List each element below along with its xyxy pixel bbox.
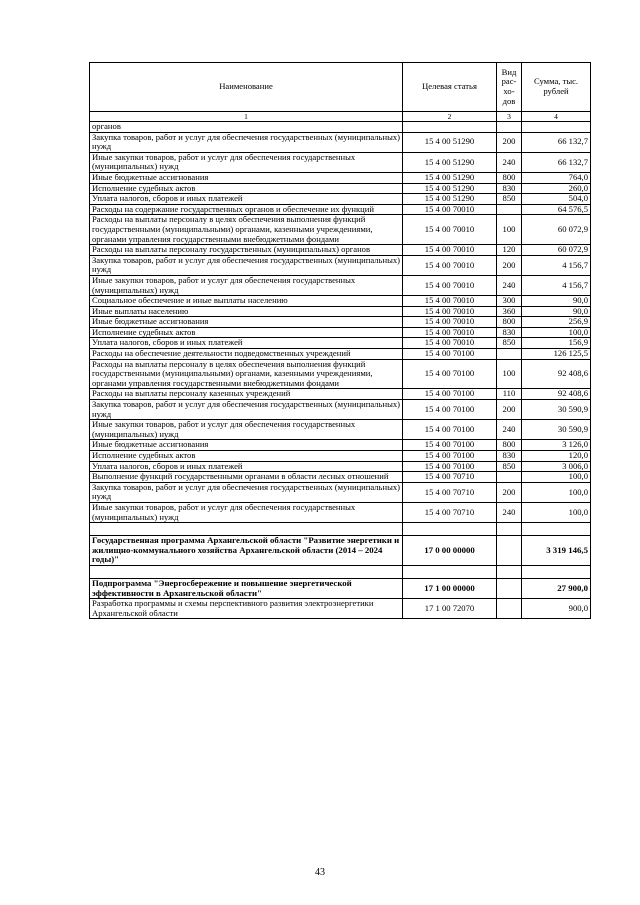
column-number: 4	[522, 112, 591, 122]
row-code: 15 4 00 70100	[403, 451, 497, 462]
row-code: 15 4 00 70100	[403, 349, 497, 360]
table-row	[90, 194, 591, 205]
row-sum: 90,0	[522, 296, 591, 307]
row-name: Закупка товаров, работ и услуг для обеспечения государственных (муниципальных) нужд	[90, 255, 403, 275]
table-row	[90, 215, 591, 245]
row-name: Иные закупки товаров, работ и услуг для обеспечения государственных (муниципальных) нужд	[90, 502, 403, 522]
table-row	[90, 482, 591, 502]
row-kind: 240	[497, 420, 522, 440]
spacer-row	[90, 523, 591, 536]
header-code: Целевая статья	[403, 63, 497, 112]
table-row	[90, 578, 591, 598]
document-page	[89, 62, 590, 619]
table-row	[90, 183, 591, 194]
row-kind: 240	[497, 152, 522, 172]
row-kind: 200	[497, 255, 522, 275]
table-row	[90, 536, 591, 566]
empty-cell	[497, 565, 522, 578]
row-name: Расходы на обеспечение деятельности подведомственных учреждений	[90, 349, 403, 360]
empty-cell	[403, 565, 497, 578]
row-name: Уплата налогов, сборов и иных платежей	[90, 461, 403, 472]
row-sum: 60 072,9	[522, 215, 591, 245]
row-name: Иные закупки товаров, работ и услуг для обеспечения государственных (муниципальных) нужд	[90, 420, 403, 440]
table-row	[90, 389, 591, 400]
empty-cell	[90, 523, 403, 536]
row-code: 15 4 00 70010	[403, 327, 497, 338]
empty-cell	[403, 523, 497, 536]
row-name: Иные бюджетные ассигнования	[90, 172, 403, 183]
table-column-numbers-row	[90, 112, 591, 122]
row-code: 15 4 00 70010	[403, 275, 497, 295]
table-row	[90, 349, 591, 360]
row-code: 15 4 00 51290	[403, 183, 497, 194]
row-name: Иные выплаты населению	[90, 306, 403, 317]
row-code: 15 4 00 70010	[403, 255, 497, 275]
table-row	[90, 275, 591, 295]
row-sum: 66 132,7	[522, 152, 591, 172]
row-kind: 100	[497, 359, 522, 389]
row-kind: 800	[497, 317, 522, 328]
row-sum: 900,0	[522, 599, 591, 619]
row-code: 15 4 00 70010	[403, 306, 497, 317]
column-number: 2	[403, 112, 497, 122]
table-row	[90, 599, 591, 619]
row-kind	[497, 599, 522, 619]
row-code: 15 4 00 70010	[403, 215, 497, 245]
empty-cell	[497, 523, 522, 536]
row-name: Исполнение судебных актов	[90, 451, 403, 462]
row-code: 15 4 00 70010	[403, 296, 497, 307]
table-row	[90, 472, 591, 483]
table-header-row	[90, 63, 591, 112]
table-row	[90, 400, 591, 420]
row-name: Исполнение судебных актов	[90, 327, 403, 338]
row-code: 15 4 00 70710	[403, 502, 497, 522]
header-sum: Сумма, тыс. рублей	[522, 63, 591, 112]
row-name: Закупка товаров, работ и услуг для обеспечения государственных (муниципальных) нужд	[90, 482, 403, 502]
row-code: 15 4 00 70710	[403, 482, 497, 502]
row-name: Иные бюджетные ассигнования	[90, 440, 403, 451]
row-kind: 120	[497, 245, 522, 256]
row-name: Подпрограмма "Энергосбережение и повышение энергетической эффективности в Архангельской области"	[90, 578, 403, 598]
row-sum: 4 156,7	[522, 255, 591, 275]
table-row	[90, 132, 591, 152]
row-sum: 100,0	[522, 502, 591, 522]
row-code: 15 4 00 70010	[403, 338, 497, 349]
row-name: Исполнение судебных актов	[90, 183, 403, 194]
row-sum: 120,0	[522, 451, 591, 462]
row-sum: 156,9	[522, 338, 591, 349]
row-name: Выполнение функций государственными органами в области лесных отношений	[90, 472, 403, 483]
row-code: 15 4 00 70100	[403, 420, 497, 440]
table-row	[90, 440, 591, 451]
spacer-row	[90, 565, 591, 578]
header-name: Наименование	[90, 63, 403, 112]
row-sum: 260,0	[522, 183, 591, 194]
row-sum: 64 576,5	[522, 204, 591, 215]
row-sum: 60 072,9	[522, 245, 591, 256]
empty-cell	[522, 565, 591, 578]
row-code: 15 4 00 70100	[403, 461, 497, 472]
row-sum: 100,0	[522, 327, 591, 338]
row-code: 15 4 00 70010	[403, 245, 497, 256]
row-sum: 66 132,7	[522, 132, 591, 152]
row-kind: 200	[497, 132, 522, 152]
table-row	[90, 296, 591, 307]
table-row	[90, 502, 591, 522]
row-name: Расходы на выплаты персоналу казенных учреждений	[90, 389, 403, 400]
row-sum: 100,0	[522, 482, 591, 502]
row-sum	[522, 122, 591, 133]
row-name: Разработка программы и схемы перспективного развития электроэнергетики Архангельской области	[90, 599, 403, 619]
row-kind: 850	[497, 194, 522, 205]
row-sum: 92 408,6	[522, 359, 591, 389]
row-kind: 830	[497, 451, 522, 462]
row-kind	[497, 349, 522, 360]
row-name: Иные закупки товаров, работ и услуг для обеспечения государственных (муниципальных) нужд	[90, 152, 403, 172]
page-number: 43	[315, 867, 325, 878]
row-name: Закупка товаров, работ и услуг для обеспечения государственных (муниципальных) нужд	[90, 132, 403, 152]
row-kind	[497, 578, 522, 598]
row-code: 15 4 00 70010	[403, 204, 497, 215]
table-body	[90, 122, 591, 619]
row-kind	[497, 536, 522, 566]
row-code	[403, 122, 497, 133]
row-kind: 300	[497, 296, 522, 307]
row-name: органов	[90, 122, 403, 133]
row-name: Уплата налогов, сборов и иных платежей	[90, 338, 403, 349]
table-row	[90, 204, 591, 215]
table-row	[90, 420, 591, 440]
column-number: 3	[497, 112, 522, 122]
row-kind: 800	[497, 172, 522, 183]
table-row	[90, 461, 591, 472]
row-kind	[497, 122, 522, 133]
row-name: Расходы на выплаты персоналу в целях обеспечения выполнения функций государственными (муниципальными) органами, казенными учреждениями, органами управления государственными внебюджетными фондами	[90, 215, 403, 245]
row-kind: 850	[497, 461, 522, 472]
table-row	[90, 245, 591, 256]
row-sum: 90,0	[522, 306, 591, 317]
row-kind: 830	[497, 183, 522, 194]
row-sum: 764,0	[522, 172, 591, 183]
row-code: 15 4 00 51290	[403, 194, 497, 205]
header-kind: Вид рас-хо-дов	[497, 63, 522, 112]
row-sum: 3 126,0	[522, 440, 591, 451]
row-sum: 4 156,7	[522, 275, 591, 295]
row-code: 15 4 00 70100	[403, 400, 497, 420]
row-code: 15 4 00 70010	[403, 317, 497, 328]
row-kind	[497, 472, 522, 483]
budget-table	[89, 62, 591, 619]
row-code: 15 4 00 51290	[403, 172, 497, 183]
row-name: Закупка товаров, работ и услуг для обеспечения государственных (муниципальных) нужд	[90, 400, 403, 420]
row-name: Расходы на выплаты персоналу государственных (муниципальных) органов	[90, 245, 403, 256]
table-row	[90, 122, 591, 133]
row-kind: 200	[497, 482, 522, 502]
row-kind: 800	[497, 440, 522, 451]
row-sum: 256,9	[522, 317, 591, 328]
row-code: 15 4 00 51290	[403, 152, 497, 172]
row-kind: 240	[497, 502, 522, 522]
empty-cell	[522, 523, 591, 536]
table-row	[90, 152, 591, 172]
row-name: Иные бюджетные ассигнования	[90, 317, 403, 328]
column-number: 1	[90, 112, 403, 122]
row-kind: 850	[497, 338, 522, 349]
table-row	[90, 451, 591, 462]
table-row	[90, 327, 591, 338]
row-sum: 27 900,0	[522, 578, 591, 598]
row-code: 15 4 00 70100	[403, 359, 497, 389]
row-sum: 30 590,9	[522, 400, 591, 420]
row-sum: 126 125,5	[522, 349, 591, 360]
row-kind: 110	[497, 389, 522, 400]
row-name: Государственная программа Архангельской области "Развитие энергетики и жилищно-коммунального хозяйства Архангельской области (2014 – 2024 годы)"	[90, 536, 403, 566]
row-code: 17 1 00 72070	[403, 599, 497, 619]
empty-cell	[90, 565, 403, 578]
row-name: Расходы на содержание государственных органов и обеспечение их функций	[90, 204, 403, 215]
row-kind: 240	[497, 275, 522, 295]
row-name: Иные закупки товаров, работ и услуг для обеспечения государственных (муниципальных) нужд	[90, 275, 403, 295]
table-row	[90, 255, 591, 275]
row-kind	[497, 204, 522, 215]
row-sum: 504,0	[522, 194, 591, 205]
row-sum: 100,0	[522, 472, 591, 483]
row-sum: 30 590,9	[522, 420, 591, 440]
row-code: 15 4 00 51290	[403, 132, 497, 152]
row-code: 17 0 00 00000	[403, 536, 497, 566]
row-code: 15 4 00 70710	[403, 472, 497, 483]
row-code: 17 1 00 00000	[403, 578, 497, 598]
row-kind: 830	[497, 327, 522, 338]
row-sum: 3 006,0	[522, 461, 591, 472]
table-row	[90, 306, 591, 317]
row-kind: 200	[497, 400, 522, 420]
row-code: 15 4 00 70100	[403, 389, 497, 400]
row-code: 15 4 00 70100	[403, 440, 497, 451]
table-row	[90, 359, 591, 389]
row-kind: 100	[497, 215, 522, 245]
row-sum: 92 408,6	[522, 389, 591, 400]
row-name: Уплата налогов, сборов и иных платежей	[90, 194, 403, 205]
row-sum: 3 319 146,5	[522, 536, 591, 566]
table-row	[90, 172, 591, 183]
row-kind: 360	[497, 306, 522, 317]
table-row	[90, 338, 591, 349]
row-name: Социальное обеспечение и иные выплаты населению	[90, 296, 403, 307]
row-name: Расходы на выплаты персоналу в целях обеспечения выполнения функций государственными (муниципальными) органами, казенными учреждениями, органами управления государственными внебюджетными фондами	[90, 359, 403, 389]
table-row	[90, 317, 591, 328]
